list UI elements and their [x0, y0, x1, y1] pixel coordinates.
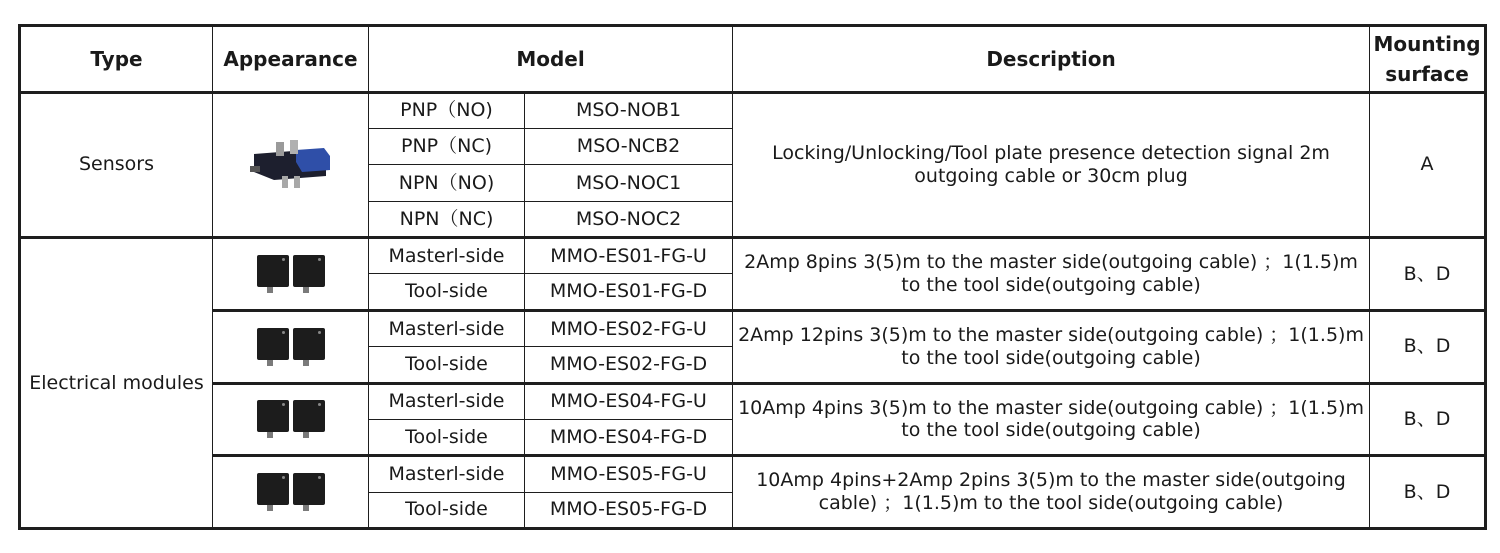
module-plates-icon	[257, 473, 325, 505]
header-description: Description	[733, 26, 1370, 93]
module-plates-icon	[257, 400, 325, 432]
module-plates-icon	[257, 328, 325, 360]
sensor-row	[20, 92, 1486, 128]
module-mounting: B、D	[1370, 310, 1486, 383]
module-mounting: B、D	[1370, 238, 1486, 311]
module-image	[213, 383, 369, 456]
type-electrical-modules: Electrical modules	[20, 238, 213, 529]
sensor-signal: NPN（NO)	[369, 165, 525, 201]
sensor-signal: NPN（NC)	[369, 201, 525, 237]
module-model: MMO-ES02-FG-U	[525, 310, 733, 346]
module-side: Masterl-side	[369, 238, 525, 274]
sensor-signal: PNP（NC)	[369, 129, 525, 165]
module-description: 10Amp 4pins 3(5)m to the master side(outgoing cable) ；1(1.5)m to the tool side(outgoing cable)	[733, 383, 1370, 456]
header-mounting: Mounting surface	[1370, 26, 1486, 93]
sensor-model: MSO-NOB1	[525, 92, 733, 128]
module-image	[213, 238, 369, 311]
module-side: Tool-side	[369, 419, 525, 455]
sensor-signal: PNP（NO)	[369, 92, 525, 128]
module-side: Masterl-side	[369, 310, 525, 346]
sensor-mounting: A	[1370, 92, 1486, 237]
module-side: Tool-side	[369, 347, 525, 383]
module-plates-icon	[257, 255, 325, 287]
module-mounting: B、D	[1370, 456, 1486, 529]
module-side: Tool-side	[369, 492, 525, 528]
module-row	[20, 456, 1486, 492]
header-type: Type	[20, 26, 213, 93]
header-row	[20, 26, 1486, 93]
module-model: MMO-ES05-FG-D	[525, 492, 733, 528]
module-mounting: B、D	[1370, 383, 1486, 456]
module-row	[20, 383, 1486, 419]
product-spec-table	[18, 24, 1487, 530]
module-description: 2Amp 12pins 3(5)m to the master side(outgoing cable) ；1(1.5)m to the tool side(outgoing cable)	[733, 310, 1370, 383]
module-model: MMO-ES02-FG-D	[525, 347, 733, 383]
module-model: MMO-ES01-FG-U	[525, 238, 733, 274]
sensor-model: MSO-NCB2	[525, 129, 733, 165]
header-model: Model	[369, 26, 733, 93]
module-model: MMO-ES05-FG-U	[525, 456, 733, 492]
module-model: MMO-ES01-FG-D	[525, 274, 733, 310]
module-row	[20, 310, 1486, 346]
module-side: Masterl-side	[369, 383, 525, 419]
module-description: 10Amp 4pins+2Amp 2pins 3(5)m to the master side(outgoing cable) ；1(1.5)m to the tool side(outgoing cable)	[733, 456, 1370, 529]
header-appearance: Appearance	[213, 26, 369, 93]
module-model: MMO-ES04-FG-D	[525, 419, 733, 455]
module-image	[213, 456, 369, 529]
module-row	[20, 238, 1486, 274]
module-image	[213, 310, 369, 383]
sensor-model: MSO-NOC2	[525, 201, 733, 237]
type-sensors: Sensors	[20, 92, 213, 237]
module-model: MMO-ES04-FG-U	[525, 383, 733, 419]
module-side: Masterl-side	[369, 456, 525, 492]
sensor-icon	[246, 132, 336, 192]
sensor-model: MSO-NOC1	[525, 165, 733, 201]
module-side: Tool-side	[369, 274, 525, 310]
sensor-description: Locking/Unlocking/Tool plate presence detection signal 2m outgoing cable or 30cm plug	[733, 92, 1370, 237]
sensor-image	[213, 92, 369, 237]
module-description: 2Amp 8pins 3(5)m to the master side(outgoing cable) ；1(1.5)m to the tool side(outgoing cable)	[733, 238, 1370, 311]
